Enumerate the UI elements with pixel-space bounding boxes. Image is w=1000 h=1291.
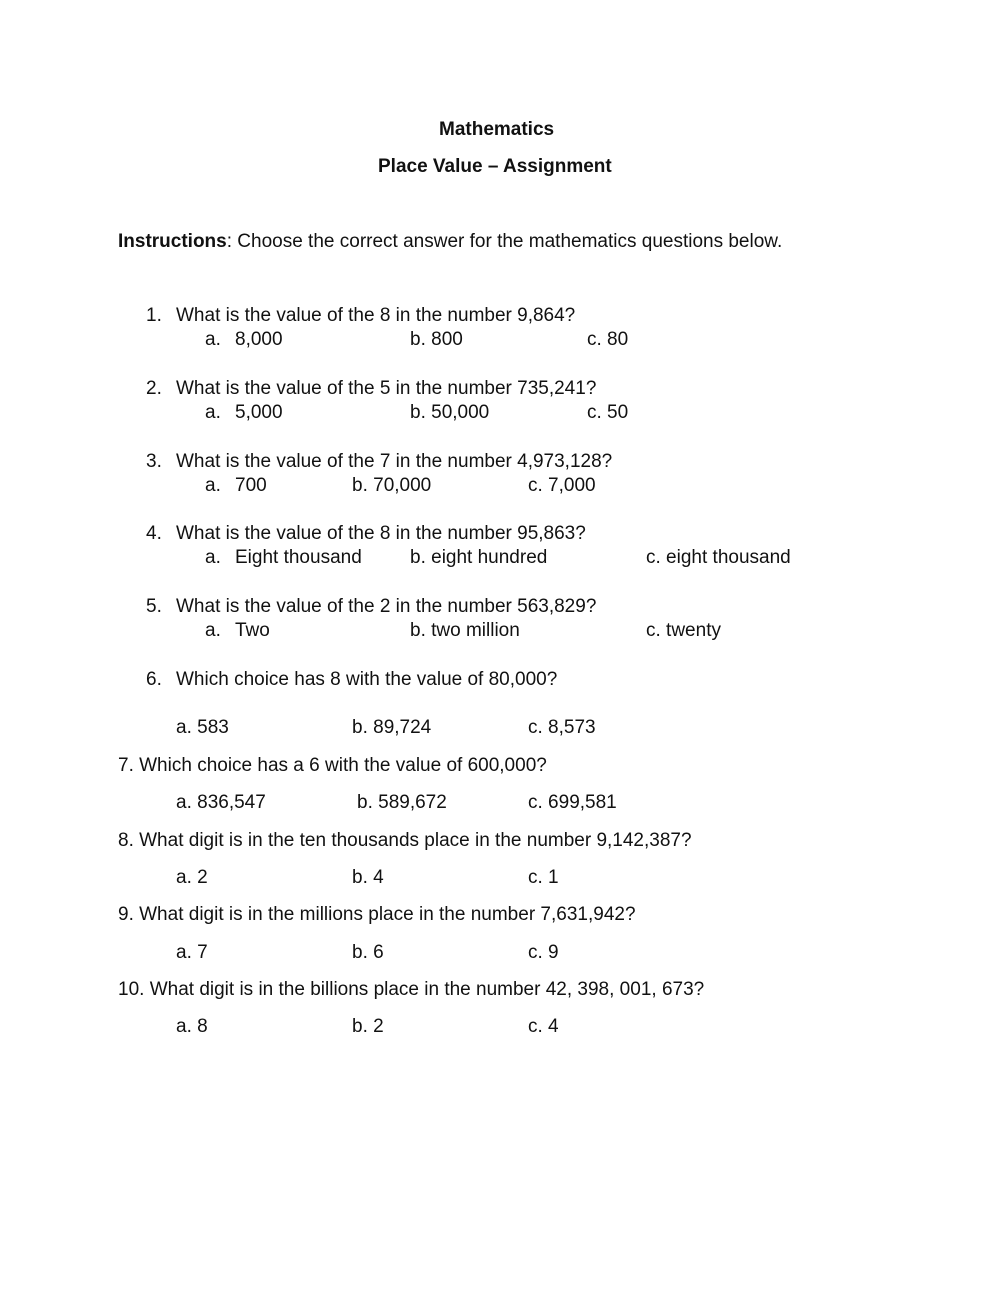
instructions (118, 232, 782, 251)
option-letter: a. (205, 475, 221, 496)
answer-option-c[interactable]: c. 80 (587, 329, 629, 350)
answer-option-b[interactable]: b. 800 (410, 329, 463, 350)
question-number: 2. (146, 378, 162, 399)
answer-option-c[interactable]: c. eight thousand (646, 547, 791, 568)
answer-option-b[interactable]: b. 50,000 (410, 402, 490, 423)
question-text: 7. Which choice has a 6 with the value of 600,000? (118, 755, 547, 776)
answer-option-b[interactable]: b. 4 (352, 867, 384, 888)
answer-option-b[interactable]: b. 2 (352, 1016, 384, 1037)
answer-option-c[interactable]: c. 7,000 (528, 475, 596, 496)
option-letter: a. (205, 547, 221, 568)
option-letter: a. (205, 620, 221, 641)
answer-option-b[interactable]: b. 589,672 (357, 792, 447, 813)
answer-option-a[interactable]: a. 583 (176, 717, 229, 738)
question-text: 9. What digit is in the millions place in the number 7,631,942? (118, 904, 636, 925)
answer-option-a[interactable]: a. 836,547 (176, 792, 266, 813)
answer-option-c[interactable]: c. 8,573 (528, 717, 596, 738)
answer-option-c[interactable]: c. 9 (528, 942, 559, 963)
question-text: What is the value of the 5 in the number 735,241? (176, 378, 597, 399)
question-text: 8. What digit is in the ten thousands place in the number 9,142,387? (118, 830, 692, 851)
question-text: Which choice has 8 with the value of 80,000? (176, 669, 558, 690)
answer-option-b[interactable]: b. 89,724 (352, 717, 432, 738)
answer-option-a[interactable]: 8,000 (235, 329, 283, 350)
page-title: Place Value – Assignment (378, 156, 612, 177)
answer-option-c[interactable]: c. twenty (646, 620, 721, 641)
question-number: 6. (146, 669, 162, 690)
subject-heading: Mathematics (439, 119, 555, 140)
answer-option-a[interactable]: a. 8 (176, 1016, 208, 1037)
answer-option-b[interactable]: b. two million (410, 620, 520, 641)
question-number: 4. (146, 523, 162, 544)
answer-option-c[interactable]: c. 699,581 (528, 792, 617, 813)
question-text: What is the value of the 2 in the number 563,829? (176, 596, 597, 617)
answer-option-a[interactable]: 700 (235, 475, 267, 496)
question-number: 3. (146, 451, 162, 472)
answer-option-a[interactable]: a. 7 (176, 942, 208, 963)
option-letter: a. (205, 402, 221, 423)
question-text: What is the value of the 8 in the number 95,863? (176, 523, 586, 544)
answer-option-a[interactable]: Eight thousand (235, 547, 362, 568)
question-text: What is the value of the 7 in the number 4,973,128? (176, 451, 613, 472)
answer-option-c[interactable]: c. 4 (528, 1016, 559, 1037)
answer-option-c[interactable]: c. 50 (587, 402, 629, 423)
answer-option-b[interactable]: b. 70,000 (352, 475, 432, 496)
question-text: What is the value of the 8 in the number 9,864? (176, 305, 576, 326)
answer-option-b[interactable]: b. 6 (352, 942, 384, 963)
answer-option-a[interactable]: Two (235, 620, 270, 641)
answer-option-a[interactable]: a. 2 (176, 867, 208, 888)
question-number: 1. (146, 305, 162, 326)
instructions-text: : Choose the correct answer for the mathematics questions below. (226, 231, 783, 252)
question-number: 5. (146, 596, 162, 617)
answer-option-b[interactable]: b. eight hundred (410, 547, 548, 568)
option-letter: a. (205, 329, 221, 350)
answer-option-c[interactable]: c. 1 (528, 867, 559, 888)
instructions-label: Instructions (118, 231, 227, 252)
question-text: 10. What digit is in the billions place in the number 42, 398, 001, 673? (118, 979, 705, 1000)
answer-option-a[interactable]: 5,000 (235, 402, 283, 423)
